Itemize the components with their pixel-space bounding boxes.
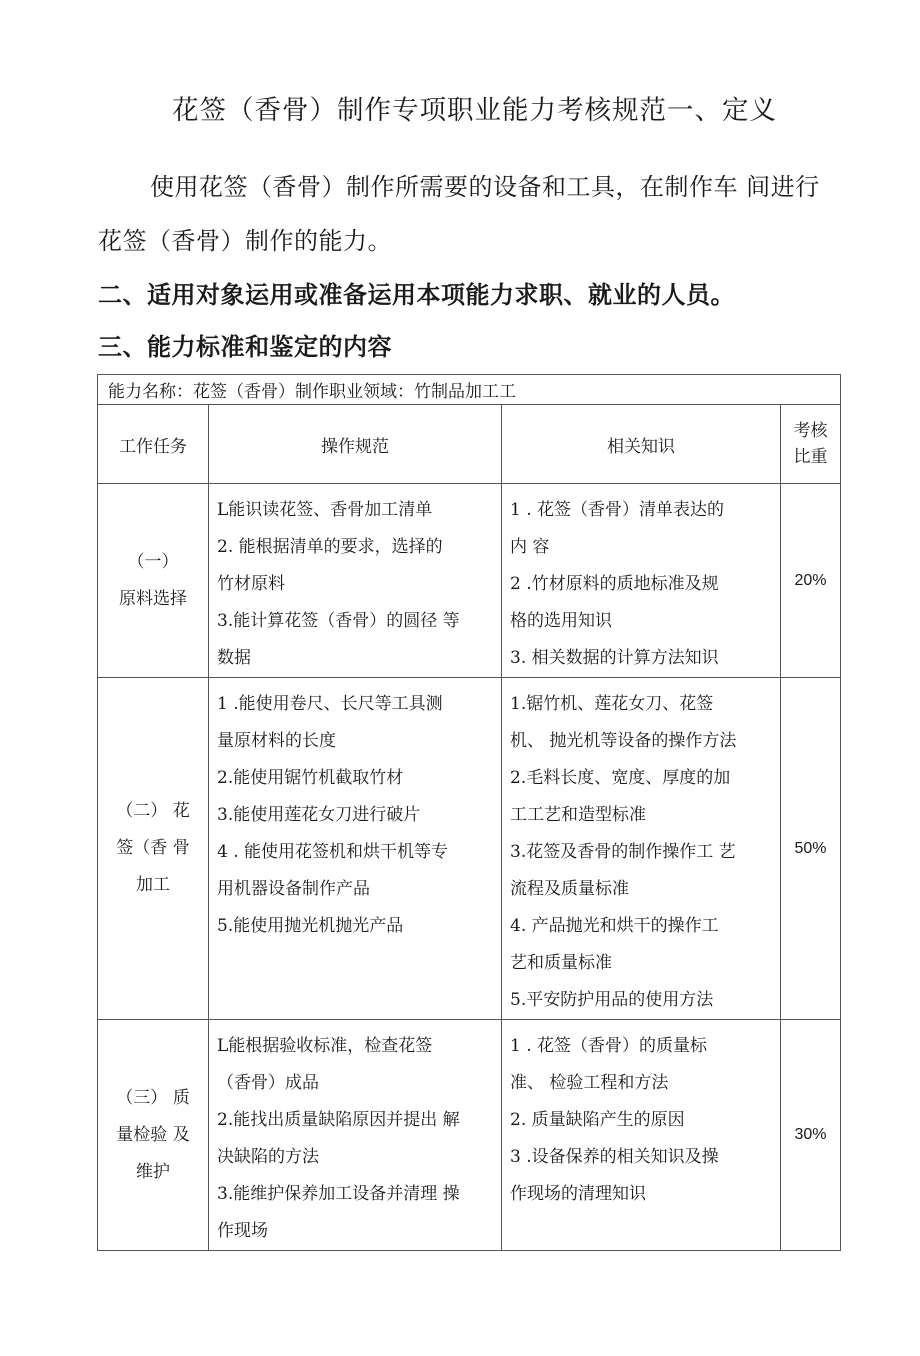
knowledge-cell: 1 . 花签（香骨）清单表达的 内 容 2 .竹材原料的质地标准及规 格的选用知识 3. 相关数据的计算方法知识 [502, 484, 781, 678]
task-cell: （三） 质 量检验 及 维护 [98, 1020, 209, 1251]
section-2-heading: 二、适用对象运用或准备运用本项能力求职、就业的人员。 [98, 281, 735, 309]
table-row [98, 484, 841, 678]
table-row [98, 678, 841, 1020]
section-3-heading: 三、能力标准和鉴定的内容 [98, 333, 392, 361]
weight-cell: 50% [781, 678, 841, 1020]
ops-cell: L能根据验收标准，检查花签 （香骨）成品 2.能找出质量缺陷原因并提出 解 决缺陷的方法 3.能维护保养加工设备并清理 操 作现场 [209, 1020, 502, 1251]
col-knowledge: 相关知识 [502, 405, 781, 484]
knowledge-cell: 1.锯竹机、莲花女刀、花签 机、 抛光机等设备的操作方法 2.毛料长度、宽度、厚度的加 工工艺和造型标准 3.花签及香骨的制作操作工 艺 流程及质量标准 4. 产品抛光和烘干的操作工 艺和质量标准 5.平安防护用品的使用方法 [502, 678, 781, 1020]
task-cell: （一） 原料选择 [98, 484, 209, 678]
knowledge-cell: 1 . 花签（香骨）的质量标 准、 检验工程和方法 2. 质量缺陷产生的原因 3 .设备保养的相关知识及操 作现场的清理知识 [502, 1020, 781, 1251]
col-weight: 考核 比重 [781, 405, 841, 484]
table-header: 能力名称：花签（香骨）制作职业领域：竹制品加工工 [98, 375, 841, 405]
page-title: 花签（香骨）制作专项职业能力考核规范一、定义 [172, 95, 777, 126]
ops-cell: L能识读花签、香骨加工清单 2. 能根据清单的要求，选择的 竹材原料 3.能计算花签（香骨）的圆径 等 数据 [209, 484, 502, 678]
col-ops: 操作规范 [209, 405, 502, 484]
col-task: 工作任务 [98, 405, 209, 484]
ability-table [97, 374, 841, 1251]
weight-cell: 20% [781, 484, 841, 678]
weight-cell: 30% [781, 1020, 841, 1251]
task-cell: （二） 花 签（香 骨 加工 [98, 678, 209, 1020]
definition-paragraph: 使用花签（香骨）制作所需要的设备和工具，在制作车 间进行花签（香骨）制作的能力。 [98, 173, 820, 255]
table-row [98, 1020, 841, 1251]
ops-cell: 1 .能使用卷尺、长尺等工具测 量原材料的长度 2.能使用锯竹机截取竹材 3.能使用莲花女刀进行破片 4 . 能使用花签机和烘干机等专 用机器设备制作产品 5.能使用抛光机抛光产品 [209, 678, 502, 1020]
